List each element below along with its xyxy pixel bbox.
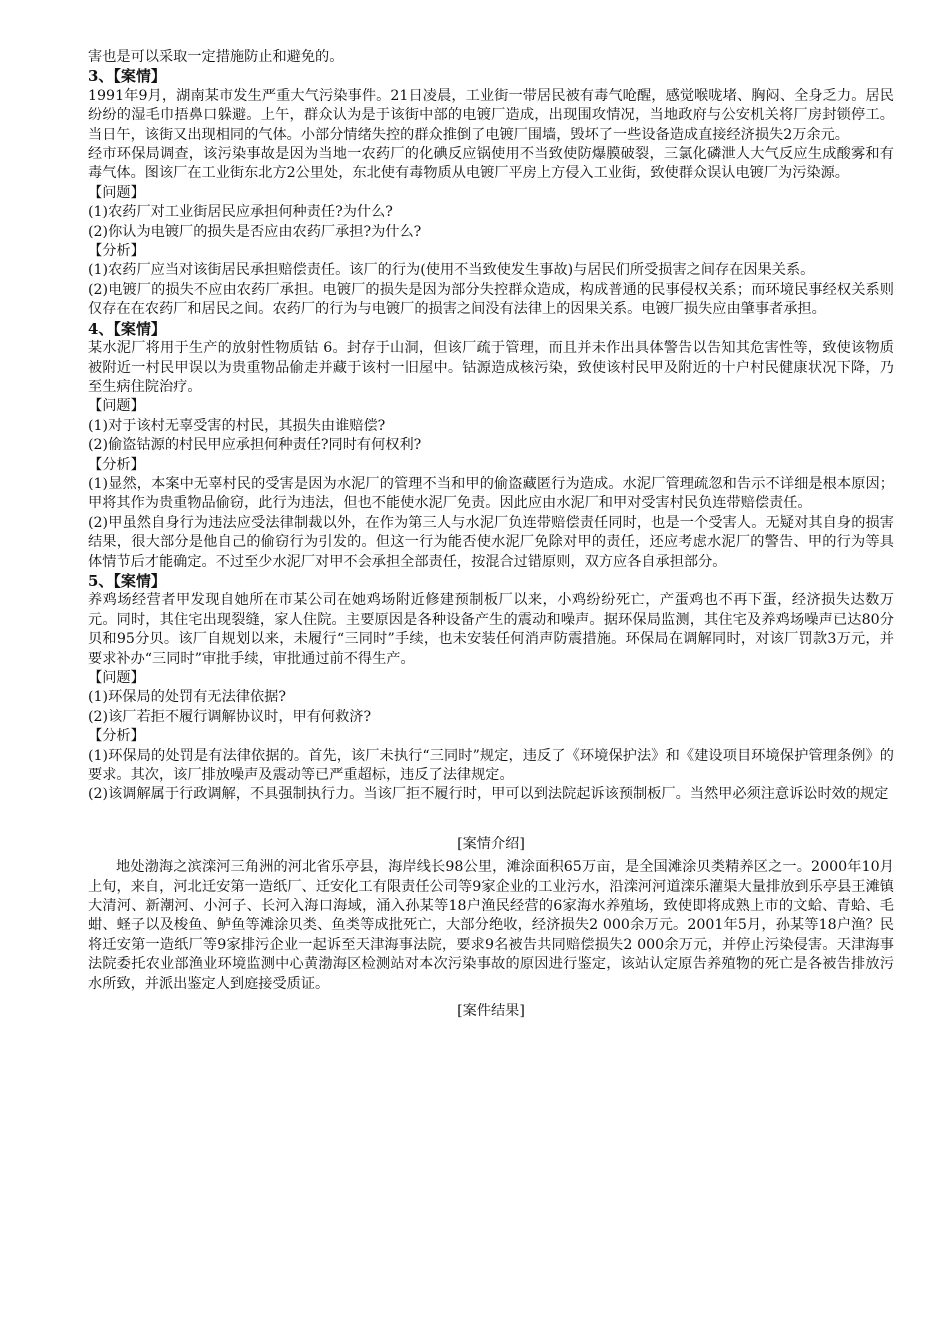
case-facts: 经市环保局调查，该污染事故是因为当地一农药厂的化碘反应锅使用不当致使防爆膜破裂，三氯化磷泄人大气反应生成酸雾和有毒气体。图该厂在工业街东北方2公里处，东北使有毒物质从电镀厂平房上方侵入工业街，致使群众误认电镀厂为污染源。 [88, 146, 894, 182]
case-heading: 4、【案情】 [88, 319, 166, 338]
case-heading: 5、【案情】 [88, 571, 166, 590]
case-facts: 某水泥厂将用于生产的放射性物质钴 6。封存于山洞，但该厂疏于管理，而且并未作出具体警告以告知其危害性等，致使该物质被附近一村民甲误以为贵重物品偷走并藏于该村一旧屋中。钴源造成核污染，致使该村民甲及附近的十户村民健康状况下降，乃至生病住院治疗。 [88, 340, 894, 395]
analysis-item: (1)环保局的处罚是有法律依据的。首先，该厂未执行“三同时”规定，违反了《环境保护法》和《建设项目环境保护管理条例》的要求。其次，该厂排放噪声及震动等已严重超标，违反了法律规定。 [88, 747, 894, 784]
case-3 [88, 67, 894, 319]
question-label: 【问题】 [88, 184, 145, 201]
question-label: 【问题】 [88, 398, 145, 415]
question-item: (2)你认为电镀厂的损失是否应由农药厂承担?为什么? [88, 223, 422, 240]
question-item: (1)环保局的处罚有无法律依据? [88, 689, 286, 706]
analysis-item: (2)甲虽然自身行为违法应受法律制裁以外，在作为第三人与水泥厂负连带赔偿责任同时，也是一个受害人。无疑对其自身的损害结果，很大部分是他自己的偷窃行为引发的。但这一行为能否使水泥厂免除对甲的责任，还应考虑水泥厂的警告、甲的行为等具体情节后才能确定。不过至少水泥厂对甲不会承担全部责任，按混合过错原则，双方应各自承担部分。 [88, 514, 894, 570]
case-facts: 1991年9月，湖南某市发生严重大气污染事件。21日凌晨，工业街一带居民被有毒气呛醒，感觉喉咙堵、胸闷、全身乏力。居民纷纷的湿毛巾捂鼻口躲避。上午，群众认为是于该街中部的电镀厂造成，出现围攻情况，当地政府与公安机关将厂房封锁停工。当日午，该街又出现相同的气体。小部分情绪失控的群众推倒了电镀厂围墙，毁坏了一些设备造成直接经济损失2万余元。 [88, 87, 894, 143]
opening-line: 害也是可以采取一定措施防止和避免的。 [88, 49, 344, 65]
case-intro-section [88, 835, 894, 1022]
result-title: [案件结果] [457, 1003, 525, 1020]
question-item: (2)该厂若拒不履行调解协议时，甲有何救济? [88, 708, 372, 725]
analysis-item: (1)显然，本案中无辜村民的受害是因为水泥厂的管理不当和甲的偷盗藏匿行为造成。水泥厂管理疏忽和告示不详细是根本原因；甲将其作为贵重物品偷窃，此行为违法，但也不能使水泥厂免责。因此应由水泥厂和甲对受害村民负连带赔偿责任。 [88, 475, 894, 512]
case-facts: 养鸡场经营者甲发现自她所在市某公司在她鸡场附近修建预制板厂以来，小鸡纷纷死亡，产蛋鸡也不再下蛋，经济损失达数万元。同时，其住宅出现裂缝，家人住院。主要原因是各种设备产生的震动和噪声。据环保局监测，其住宅及养鸡场噪声已达80分贝和95分贝。该厂自规划以来，未履行“三同时”手续，也未安装任何消声防震措施。环保局在调解同时，对该厂罚款3万元，并要求补办“三同时”审批手续，审批通过前不得生产。 [88, 592, 894, 667]
intro-title: [案情介绍] [457, 835, 525, 852]
question-item: (1)农药厂对工业街居民应承担何种责任?为什么? [88, 204, 393, 221]
section-spacer [88, 805, 894, 835]
case-4 [88, 320, 894, 572]
question-label: 【问题】 [88, 670, 145, 686]
case-5 [88, 572, 894, 805]
question-item: (1)对于该村无辜受害的村民，其损失由谁赔偿? [88, 417, 386, 434]
question-item: (2)偷盗钴源的村民甲应承担何种责任?同时有何权利? [88, 437, 422, 454]
analysis-label: 【分析】 [88, 243, 145, 260]
intro-body: 地处渤海之滨滦河三角洲的河北省乐亭县，海岸线长98公里，滩涂面积65万亩，是全国滩涂贝类精养区之一。2000年10月上旬，来自，河北迁安第一造纸厂、迁安化工有限责任公司等9家企业的工业污水，沿滦河河道滦乐灌渠大量排放到乐亭县王滩镇大清河、新潮河、小河子、长河入海口海域，涌入孙某等18户渔民经营的6家海水养殖场，致使即将成熟上市的文蛤、青蛤、毛蚶、蛏子以及梭鱼、鲈鱼等滩涂贝类、鱼类等成批死亡，大部分绝收，经济损失2 000余万元。2001年5月，孙某等18户渔？民将迁安第一造纸厂等9家排污企业一起诉至天津海事法院，要求9名被告共同赔偿损失2 000余万元，并停止污染侵害。天津海事法院委托农业部渔业环境监测中心黄渤海区检测站对本次污染事故的原因进行鉴定，该站认定原告养殖物的死亡是各被告排放污水所致，并派出鉴定人到庭接受质证。 [88, 859, 894, 992]
document-page [88, 48, 894, 1022]
analysis-item: (2)电镀厂的损失不应由农药厂承担。电镀厂的损失是因为部分失控群众造成，构成普通的民事侵权关系；而环境民事经权关系则仅存在在农药厂和居民之间。农药厂的行为与电镀厂的损害之间没有法律上的因果关系。电镀厂损失应由肇事者承担。 [88, 281, 894, 318]
analysis-item: (2)该调解属于行政调解，不具强制执行力。当该厂拒不履行时，甲可以到法院起诉该预制板厂。当然甲必须注意诉讼时效的规定 [88, 786, 889, 803]
case-heading: 3、【案情】 [88, 67, 166, 86]
analysis-label: 【分析】 [88, 728, 145, 745]
analysis-label: 【分析】 [88, 456, 145, 473]
analysis-item: (1)农药厂应当对该街居民承担赔偿责任。该厂的行为(使用不当致使发生事故)与居民们所受损害之间存在因果关系。 [88, 262, 815, 279]
